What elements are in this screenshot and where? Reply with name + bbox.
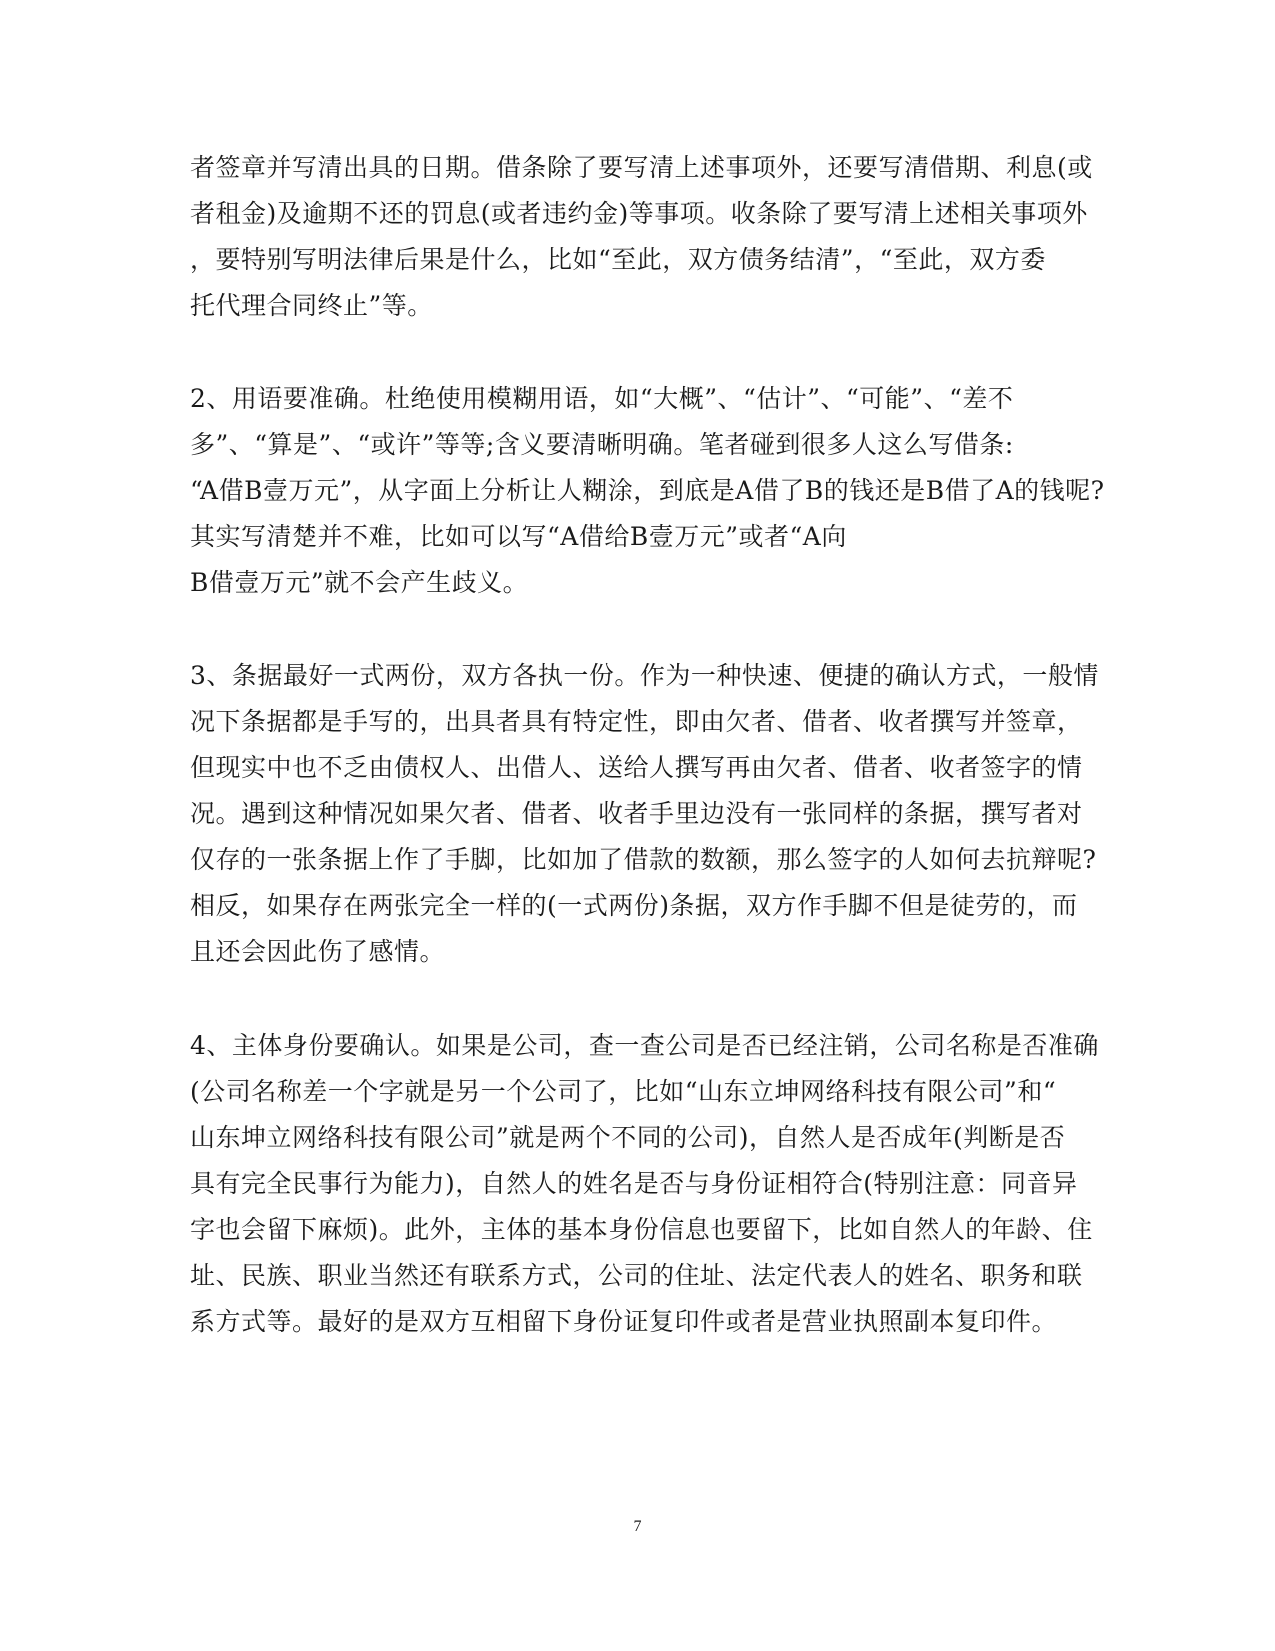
paragraph-4-line-4: 具有完全民事行为能力)，自然人的姓名是否与身份证相符合(特别注意：同音异 bbox=[190, 1169, 1078, 1198]
paragraph-3-line-2: 况下条据都是手写的，出具者具有特定性，即由欠者、借者、收者撰写并签章， bbox=[190, 707, 1083, 736]
paragraph-3-line-1: 3、条据最好一式两份，双方各执一份。作为一种快速、便捷的确认方式，一般情 bbox=[190, 661, 1099, 690]
paragraph-4-line-3: 山东坤立网络科技有限公司”就是两个不同的公司)，自然人是否成年(判断是否 bbox=[190, 1123, 1066, 1152]
paragraph-4-line-7: 系方式等。最好的是双方互相留下身份证复印件或者是营业执照副本复印件。 bbox=[190, 1307, 1058, 1336]
paragraph-4-line-5: 字也会留下麻烦)。此外，主体的基本身份信息也要留下，比如自然人的年龄、住 bbox=[190, 1215, 1093, 1244]
page-number: 7 bbox=[633, 1518, 642, 1535]
paragraph-4-line-6: 址、民族、职业当然还有联系方式，公司的住址、法定代表人的姓名、职务和联 bbox=[190, 1261, 1083, 1290]
paragraph-4-line-1: 4、主体身份要确认。如果是公司，查一查公司是否已经注销，公司名称是否准确 bbox=[190, 1031, 1099, 1060]
paragraph-4-line-2: (公司名称差一个字就是另一个公司了，比如“山东立坤网络科技有限公司”和“ bbox=[190, 1077, 1057, 1106]
paragraph-1-line-3: ，要特别写明法律后果是什么，比如“至此，双方债务结清”，“至此，双方委 bbox=[190, 245, 1046, 274]
paragraph-2-line-3: “A借B壹万元”，从字面上分析让人糊涂，到底是A借了B的钱还是B借了A的钱呢? bbox=[190, 476, 1105, 505]
paragraph-3-line-7: 且还会因此伤了感情。 bbox=[190, 937, 446, 966]
paragraph-3-line-5: 仅存的一张条据上作了手脚，比如加了借款的数额，那么签字的人如何去抗辩呢? bbox=[190, 845, 1097, 874]
paragraph-2-line-4: 其实写清楚并不难，比如可以写“A借给B壹万元”或者“A向 bbox=[190, 522, 847, 551]
paragraph-3-line-4: 况。遇到这种情况如果欠者、借者、收者手里边没有一张同样的条据，撰写者对 bbox=[190, 799, 1083, 828]
paragraph-3-line-3: 但现实中也不乏由债权人、出借人、送给人撰写再由欠者、借者、收者签字的情 bbox=[190, 753, 1083, 782]
paragraph-2-line-1: 2、用语要准确。杜绝使用模糊用语，如“大概”、“估计”、“可能”、“差不 bbox=[190, 384, 1014, 413]
paragraph-1-line-2: 者租金)及逾期不还的罚息(或者违约金)等事项。收条除了要写清上述相关事项外 bbox=[190, 199, 1088, 228]
paragraph-3-line-6: 相反，如果存在两张完全一样的(一式两份)条据，双方作手脚不但是徒劳的，而 bbox=[190, 891, 1078, 920]
paragraph-2-line-2: 多”、“算是”、“或许”等等;含义要清晰明确。笔者碰到很多人这么写借条: bbox=[190, 430, 1014, 459]
paragraph-2-line-5: B借壹万元”就不会产生歧义。 bbox=[190, 568, 529, 597]
paragraph-1-line-1: 者签章并写清出具的日期。借条除了要写清上述事项外，还要写清借期、利息(或 bbox=[190, 153, 1093, 182]
paragraph-1-line-4: 托代理合同终止”等。 bbox=[190, 291, 433, 320]
